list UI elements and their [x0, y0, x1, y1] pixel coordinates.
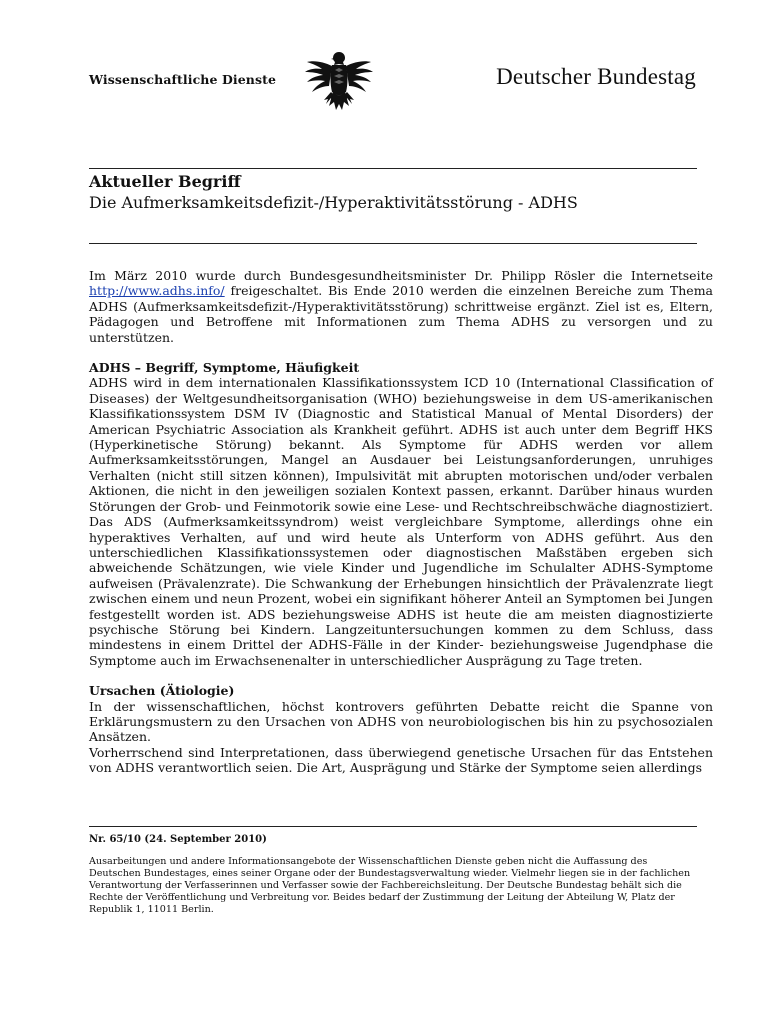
section-paragraph-ursachen-2: Vorherrschend sind Interpretationen, dass überwiegend genetische Ursachen für das Entstehen von ADHS verantwortlich seien. Die Art, Ausprägung und Stärke der Symptome seien allerdings [89, 744, 713, 776]
main-text [89, 268, 713, 776]
intro-text-start: Im März 2010 wurde durch Bundesgesundheitsminister Dr. Philipp Rösler die Internetseite [89, 268, 713, 283]
page-subtitle: Die Aufmerksamkeitsdefizit-/Hyperaktivitätsstörung - ADHS [89, 193, 578, 212]
title-block [89, 172, 709, 214]
institution-name: Deutscher Bundestag [496, 64, 696, 89]
divider-title [89, 243, 697, 244]
section-heading-adhs: ADHS – Begriff, Symptome, Häufigkeit [89, 360, 360, 376]
intro-paragraph [89, 268, 713, 345]
adhs-info-link[interactable]: http://www.adhs.info/ [89, 283, 225, 299]
divider-top [89, 168, 697, 169]
federal-eagle-icon [304, 48, 374, 114]
divider-footer [89, 826, 697, 827]
section-paragraph-ursachen-1: In der wissenschaftlichen, höchst kontrovers geführten Debatte reicht die Spanne von Erklärungsmustern zu den Ursachen von ADHS von neurobiologischen bis hin zu psychosozialen Ansätzen. [89, 698, 713, 745]
intro-text-end: freigeschaltet. Bis Ende 2010 werden die einzelnen Bereiche zum Thema ADHS (Aufmerksamkeitsdefizit-/Hyperaktivitätsstörung) schrittweise ergänzt. Ziel ist es, Eltern, Pädagogen und Betroffene mit Informationen zum Thema ADHS zu versorgen und zu unterstützen. [89, 283, 713, 345]
disclaimer: Ausarbeitungen und andere Informationsangebote der Wissenschaftlichen Dienste geben nicht die Auffassung des Deutschen Bundestages, eines seiner Organe oder der Bundestagsverwaltung wieder. Vielmehr liegen sie in der fachlichen Verantwortung der Verfasserinnen und Verfasser sowie der Fachbereichsleitung. Der Deutsche Bundestag behält sich die Rechte der Veröffentlichung und Verbreitung vor. Beides bedarf der Zustimmung der Leitung der Abteilung W, Platz der Republik 1, 11011 Berlin. [89, 856, 691, 915]
section-paragraph-adhs: ADHS wird in dem internationalen Klassifikationssystem ICD 10 (International Classification of Diseases) der Weltgesundheitsorganisation (WHO) beziehungsweise in dem US-amerikanischen Klassifikationssystem DSM IV (Diagnostic and Statistical Manual of Mental Disorders) der American Psychiatric Association als Krankheit geführt. ADHS ist auch unter dem Begriff HKS (Hyperkinetische Störung) bekannt. Als Symptome für ADHS werden vor allem Aufmerksamkeitsstörungen, Mangel an Ausdauer bei Leistungsanforderungen, unruhiges Verhalten (nicht still sitzen können), Impulsivität mit abrupten motorischen und/oder verbalen Aktionen, die nicht in den jeweiligen sozialen Kontext passen, erkannt. Darüber hinaus wurden Störungen der Grob- und Feinmotorik sowie eine Lese- und Rechtschreibschwäche diagnostiziert. Das ADS (Aufmerksamkeitssyndrom) weist vergleichbare Symptome, allerdings ohne ein hyperaktives Verhalten, auf und wird heute als Unterform von ADHS geführt. Aus den unterschiedlichen Klassifikationssystemen oder diagnostischen Maßstäben ergeben sich abweichende Schätzungen, wie viele Kinder und Jugendliche im Schulalter ADHS-Symptome aufweisen (Prävalenzrate). Die Schwankung der Erhebungen hinsichtlich der Prävalenzrate liegt zwischen einem und neun Prozent, wobei ein signifikant höherer Anteil an Symptomen bei Jungen festgestellt worden ist. ADS beziehungsweise ADHS ist heute die am meisten diagnostizierte psychische Störung bei Kindern. Langzeituntersuchungen kommen zu dem Schluss, dass mindestens in einem Drittel der ADHS-Fälle in der Kinder- beziehungsweise Jugendphase die Symptome auch im Erwachsenenalter in unterschiedlicher Ausprägung zu Tage treten. [89, 375, 713, 668]
section-heading-ursachen: Ursachen (Ätiologie) [89, 683, 235, 699]
department-name: Wissenschaftliche Dienste [89, 72, 277, 87]
page-title: Aktueller Begriff [89, 172, 241, 191]
issue-number: Nr. 65/10 (24. September 2010) [89, 834, 267, 845]
